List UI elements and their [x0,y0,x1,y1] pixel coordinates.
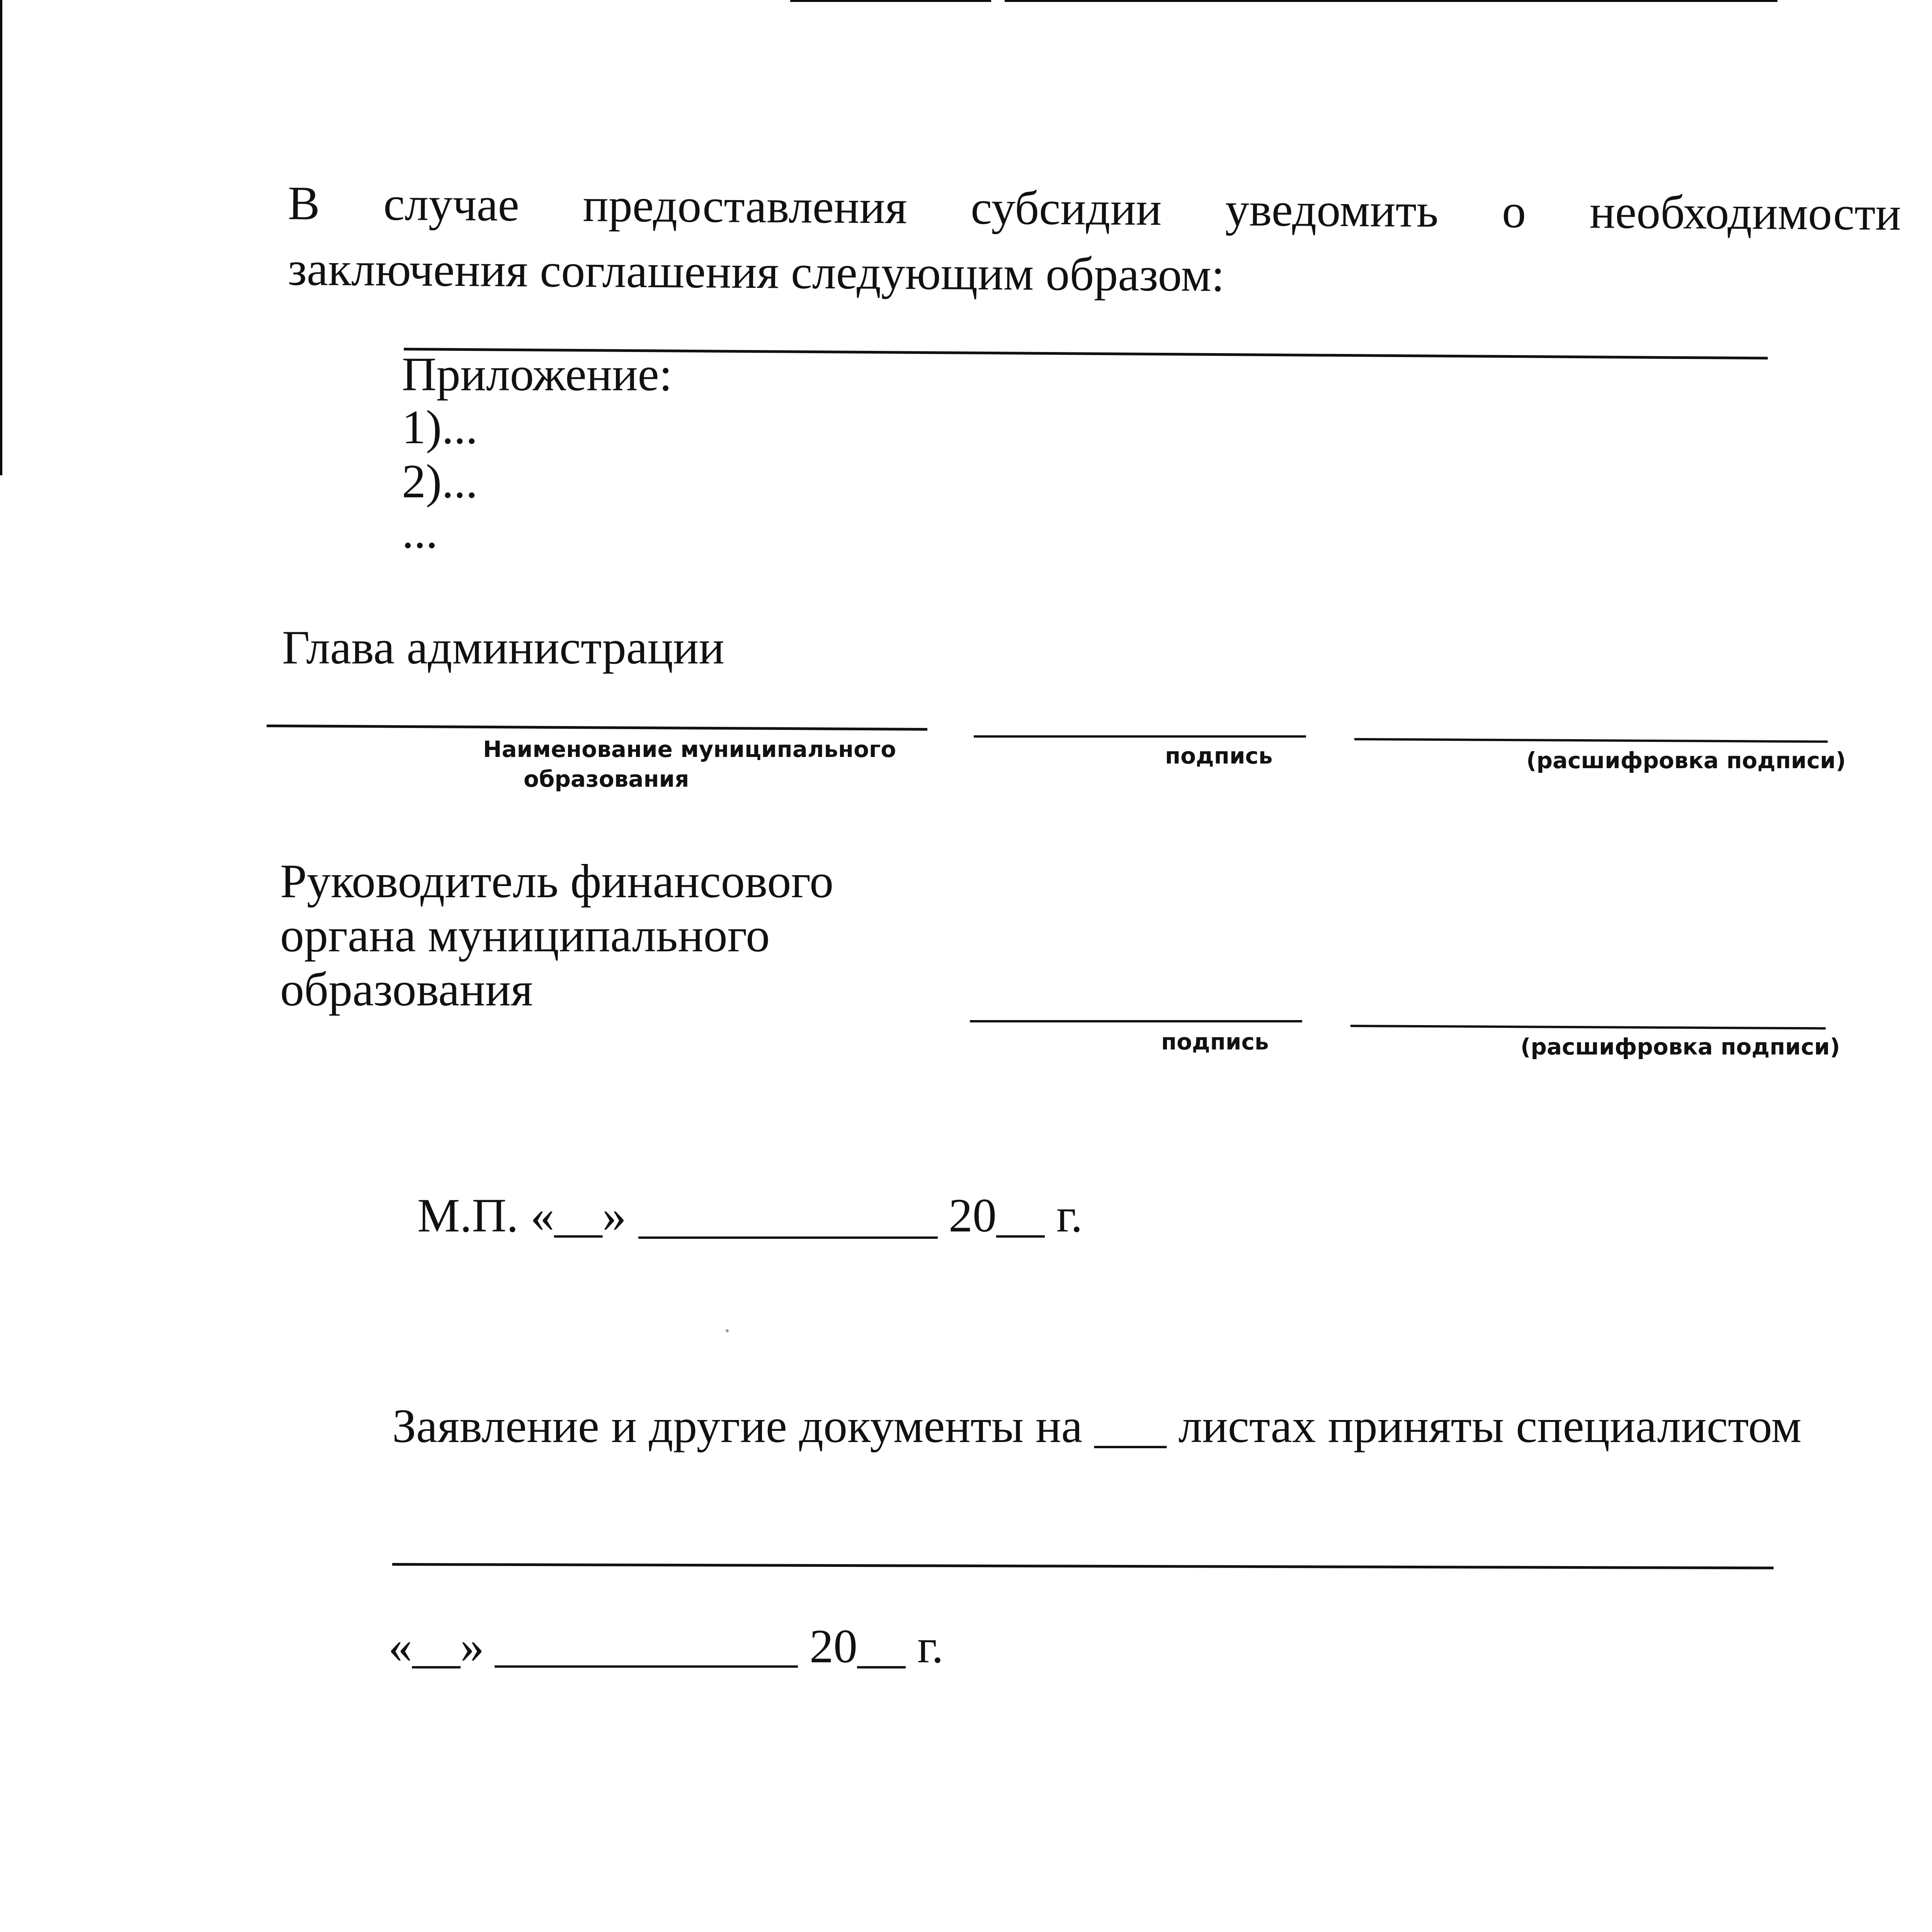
caption-municipality-line-2: образования [524,766,689,792]
finance-title-line-1: Руководитель финансового [280,855,834,908]
scan-dust-speck [726,1329,729,1332]
paragraph-word: о [1502,184,1526,238]
attachment-item-more: ... [402,505,438,558]
head-decoding-line [1354,738,1828,743]
stamp-date-month-line [638,1236,938,1239]
scan-top-edge-left [790,0,991,2]
finance-decoding-line [1350,1025,1826,1029]
head-caption-signature: подпись [1165,743,1273,769]
paragraph-word: случае [383,177,520,231]
finance-title-line-2: органа муниципального [280,909,770,962]
paragraph-line-1 [288,176,1901,242]
paragraph-line-2: заключения соглашения следующим образом: [287,242,1225,302]
stamp-date-prefix: М.П. «__» [417,1189,626,1242]
head-signature-line [974,735,1306,738]
scan-top-edge-right [1005,0,1777,2]
paragraph-word: субсидии [970,181,1162,235]
stamp-date-year: 20__ г. [949,1189,1083,1242]
attachment-item-2: 2)... [402,455,478,508]
paragraph-word: предоставления [582,179,908,234]
attachment-item-1: 1)... [402,401,478,454]
specialist-name-line [392,1563,1774,1569]
finance-title-line-3: образования [280,963,533,1016]
acceptance-text: Заявление и другие документы на ___ листах приняты специалистом [392,1400,1802,1452]
acceptance-date-prefix: «__» [388,1620,484,1673]
finance-caption-decoding: (расшифровка подписи) [1520,1034,1840,1060]
scan-left-edge [0,0,2,475]
paragraph-first-word: В [287,177,320,230]
attachments-heading: Приложение: [402,348,672,401]
caption-municipality-line-1: Наименование муниципального [483,736,896,762]
paragraph-word: уведомить [1225,183,1439,237]
finance-caption-signature: подпись [1161,1029,1269,1055]
head-caption-decoding: (расшифровка подписи) [1526,747,1846,774]
finance-signature-line [970,1020,1302,1022]
head-title: Глава администрации [282,621,724,674]
acceptance-date-year: 20__ г. [810,1620,944,1673]
municipality-name-line [267,724,927,731]
paragraph-word: необходимости [1589,185,1901,240]
acceptance-date-month-line [495,1665,798,1668]
